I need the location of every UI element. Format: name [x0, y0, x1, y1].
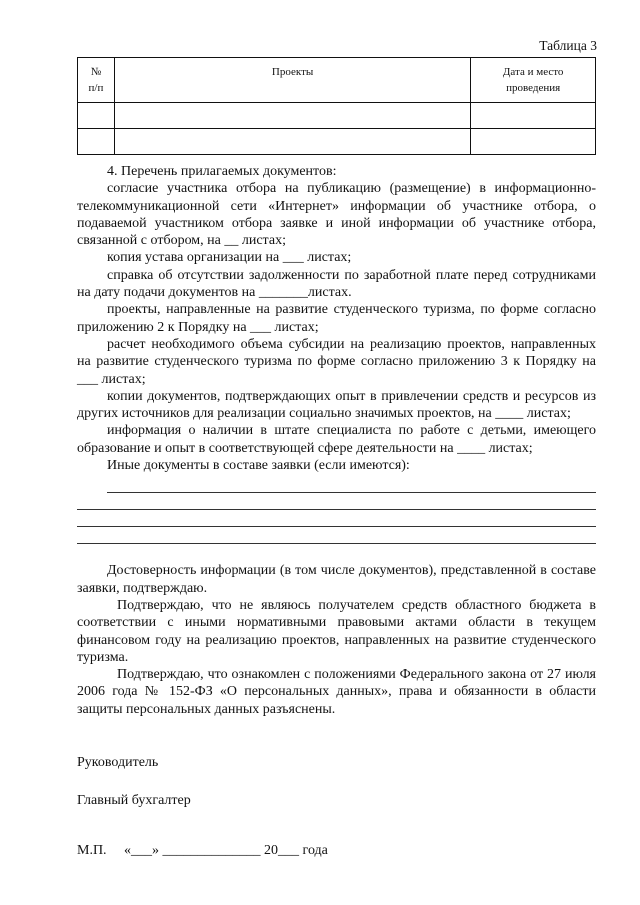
- signature-accountant: Главный бухгалтер: [77, 793, 191, 808]
- document-item: проекты, направленные на развитие студенческого туризма, по форме согласно приложению 2 к Порядку на ___ листах;: [77, 302, 596, 335]
- table-cell[interactable]: [114, 129, 470, 155]
- document-item: расчет необходимого объема субсидии на реализацию проектов, направленных на развитие студенческого туризма по форме согласно приложению 3 к Порядку на ___ листах;: [77, 336, 596, 387]
- projects-table: [77, 57, 596, 155]
- other-documents-lines: [77, 476, 596, 544]
- document-item: Иные документы в составе заявки (если имеются):: [107, 458, 410, 474]
- confirmation-personal-data: Подтверждаю, что ознакомлен с положениями Федерального закона от 27 июля 2006 года № 152-ФЗ «О персональных данных», права и обязанности в области защиты персональных данных разъяснены.: [77, 667, 596, 717]
- document-body: [77, 163, 596, 718]
- table-cell[interactable]: [471, 103, 596, 129]
- table-row: [78, 129, 596, 155]
- table-cell[interactable]: [471, 129, 596, 155]
- table-header-row: [78, 58, 596, 103]
- header-number-text: № п/п: [88, 66, 104, 94]
- confirmation-not-recipient: Подтверждаю, что не являюсь получателем средств областного бюджета в соответствии с иными нормативными правовыми актами области в текущем финансовом году на реализацию проектов, направленных на развитие студенческого туризма.: [77, 597, 596, 665]
- table-cell[interactable]: [114, 103, 470, 129]
- confirmation-accuracy: Достоверность информации (в том числе документов), представленной в составе заявки, подтверждаю.: [77, 563, 596, 596]
- header-date-place: [471, 58, 596, 103]
- header-number: [78, 58, 115, 103]
- blank-line[interactable]: [107, 476, 596, 493]
- confirmations: [77, 562, 596, 718]
- stamp-date-line: М.П. «___» ______________ 20___ года: [77, 843, 328, 858]
- document-item: информация о наличии в штате специалиста по работе с детьми, имеющего образование и опыт в соответствующей сфере деятельности на ____ листах;: [77, 423, 596, 456]
- header-date-place-text: Дата и место проведения: [502, 66, 564, 94]
- documents-heading: 4. Перечень прилагаемых документов:: [107, 164, 337, 179]
- table-cell[interactable]: [78, 129, 115, 155]
- document-item: справка об отсутствии задолженности по заработной плате перед сотрудниками на дату подачи документов на _______листах.: [77, 267, 596, 301]
- blank-line[interactable]: [77, 493, 596, 510]
- table-caption: Таблица 3: [539, 38, 597, 53]
- header-projects: [114, 58, 470, 103]
- blank-line[interactable]: [77, 510, 596, 527]
- table-row: [78, 103, 596, 129]
- document-item: копия устава организации на ___ листах;: [107, 250, 352, 266]
- table-cell[interactable]: [78, 103, 115, 129]
- document-item: копии документов, подтверждающих опыт в привлечении средств и ресурсов из других источников для реализации социально значимых проектов, на ____ листах;: [77, 388, 596, 422]
- blank-line[interactable]: [77, 527, 596, 544]
- document-item: согласие участника отбора на публикацию (размещение) в информационно-телекоммуникационной сети «Интернет» информации об участнике отбора, о подаваемой участником отбора заявке и иной информации об участнике отбора, связанной с отбором, на __ листах;: [77, 181, 596, 249]
- signature-head: Руководитель: [77, 755, 159, 770]
- header-projects-text: Проекты: [271, 66, 314, 78]
